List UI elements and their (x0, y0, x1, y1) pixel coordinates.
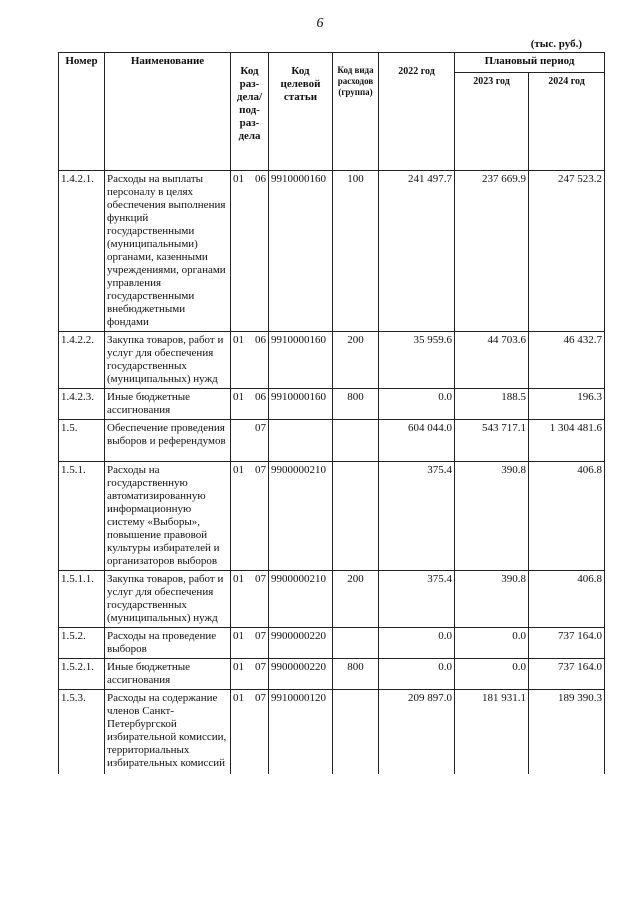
row-value-2023: 0.0 (455, 659, 529, 690)
row-number: 1.5.2. (59, 628, 105, 659)
row-value-2023: 0.0 (455, 628, 529, 659)
row-number: 1.4.2.3. (59, 389, 105, 420)
row-value-2023: 543 717.1 (455, 420, 529, 462)
header-year-2024: 2024 год (529, 73, 605, 171)
header-plan-period: Плановый период (455, 53, 605, 73)
subsection-code: 07 (255, 573, 266, 585)
header-name: Наименование (105, 53, 231, 171)
row-value-2024: 196.3 (529, 389, 605, 420)
row-target-code: 9900000210 (269, 571, 333, 628)
header-year-2023: 2023 год (455, 73, 529, 171)
row-target-code: 9910000160 (269, 171, 333, 332)
row-section-code (231, 420, 269, 462)
row-value-2024: 46 432.7 (529, 332, 605, 389)
row-value-2024: 189 390.3 (529, 690, 605, 774)
row-number: 1.5.3. (59, 690, 105, 774)
section-code: 01 (233, 334, 244, 346)
row-expense-type: 800 (333, 659, 379, 690)
row-number: 1.4.2.1. (59, 171, 105, 332)
row-name: Расходы на выплаты персоналу в целях обеспечения выполнения функций государственными (муниципальными) органами, казенными учреждениями, органами управления государственными внебюджетными фондами (105, 171, 231, 332)
row-target-code: 9910000120 (269, 690, 333, 774)
page-number: 6 (316, 16, 324, 31)
row-value-2023: 390.8 (455, 571, 529, 628)
row-target-code (269, 420, 333, 462)
row-expense-type: 800 (333, 389, 379, 420)
row-number: 1.5.1. (59, 462, 105, 571)
row-value-2024: 737 164.0 (529, 659, 605, 690)
row-expense-type (333, 690, 379, 774)
row-target-code: 9910000160 (269, 389, 333, 420)
row-section-code (231, 171, 269, 332)
row-section-code (231, 332, 269, 389)
header-number: Номер (59, 53, 105, 171)
section-code: 01 (233, 573, 244, 585)
row-expense-type: 200 (333, 332, 379, 389)
row-value-2024: 1 304 481.6 (529, 420, 605, 462)
row-section-code (231, 659, 269, 690)
subsection-code: 07 (255, 422, 266, 434)
units-label: (тыс. руб.) (530, 38, 582, 50)
row-target-code: 9900000220 (269, 659, 333, 690)
row-number: 1.5.1.1. (59, 571, 105, 628)
row-value-2023: 237 669.9 (455, 171, 529, 332)
row-name: Закупка товаров, работ и услуг для обеспечения государственных (муниципальных) нужд (105, 571, 231, 628)
row-name: Расходы на государственную автоматизированную информационную систему «Выборы», повышение правовой культуры избирателей и организаторов выборов (105, 462, 231, 571)
section-code: 01 (233, 464, 244, 476)
table-row (59, 389, 605, 420)
row-section-code (231, 462, 269, 571)
header-expense-type-code: Код вида расходов (группа) (333, 53, 379, 171)
header-section-code: Код раз-дела/ под-раз-дела (231, 53, 269, 171)
row-value-2022: 241 497.7 (379, 171, 455, 332)
row-target-code: 9900000210 (269, 462, 333, 571)
row-value-2022: 375.4 (379, 462, 455, 571)
subsection-code: 07 (255, 692, 266, 704)
row-value-2022: 209 897.0 (379, 690, 455, 774)
row-number: 1.5.2.1. (59, 659, 105, 690)
subsection-code: 06 (255, 391, 266, 403)
row-number: 1.5. (59, 420, 105, 462)
row-value-2024: 247 523.2 (529, 171, 605, 332)
row-name: Иные бюджетные ассигнования (105, 659, 231, 690)
row-section-code (231, 389, 269, 420)
row-value-2024: 737 164.0 (529, 628, 605, 659)
table-row (59, 628, 605, 659)
row-value-2022: 0.0 (379, 628, 455, 659)
row-expense-type (333, 628, 379, 659)
section-code: 01 (233, 661, 244, 673)
row-expense-type: 200 (333, 571, 379, 628)
row-value-2023: 181 931.1 (455, 690, 529, 774)
section-code: 01 (233, 391, 244, 403)
row-name: Расходы на содержание членов Санкт-Петербургской избирательной комиссии, территориальных избирательных комиссий (105, 690, 231, 774)
row-value-2022: 375.4 (379, 571, 455, 628)
subsection-code: 07 (255, 661, 266, 673)
table-row (59, 462, 605, 571)
row-name: Расходы на проведение выборов (105, 628, 231, 659)
row-section-code (231, 571, 269, 628)
row-section-code (231, 628, 269, 659)
header-target-code: Код целевой статьи (269, 53, 333, 171)
row-name: Обеспечение проведения выборов и референдумов (105, 420, 231, 462)
subsection-code: 06 (255, 334, 266, 346)
row-value-2022: 0.0 (379, 389, 455, 420)
table-row (59, 332, 605, 389)
section-code: 01 (233, 692, 244, 704)
table-row (59, 420, 605, 462)
row-target-code: 9910000160 (269, 332, 333, 389)
section-code: 01 (233, 630, 244, 642)
table-row (59, 571, 605, 628)
header-year-2022: 2022 год (379, 53, 455, 171)
row-name: Иные бюджетные ассигнования (105, 389, 231, 420)
row-target-code: 9900000220 (269, 628, 333, 659)
row-expense-type (333, 420, 379, 462)
row-expense-type: 100 (333, 171, 379, 332)
row-value-2022: 35 959.6 (379, 332, 455, 389)
table-row (59, 171, 605, 332)
row-value-2023: 44 703.6 (455, 332, 529, 389)
row-number: 1.4.2.2. (59, 332, 105, 389)
table-row (59, 690, 605, 774)
section-code: 01 (233, 173, 244, 185)
row-value-2023: 390.8 (455, 462, 529, 571)
row-value-2022: 604 044.0 (379, 420, 455, 462)
row-value-2023: 188.5 (455, 389, 529, 420)
row-value-2022: 0.0 (379, 659, 455, 690)
subsection-code: 07 (255, 464, 266, 476)
budget-table (58, 52, 605, 774)
row-name: Закупка товаров, работ и услуг для обеспечения государственных (муниципальных) нужд (105, 332, 231, 389)
row-value-2024: 406.8 (529, 462, 605, 571)
subsection-code: 06 (255, 173, 266, 185)
table-row (59, 659, 605, 690)
row-section-code (231, 690, 269, 774)
row-value-2024: 406.8 (529, 571, 605, 628)
subsection-code: 07 (255, 630, 266, 642)
row-expense-type (333, 462, 379, 571)
